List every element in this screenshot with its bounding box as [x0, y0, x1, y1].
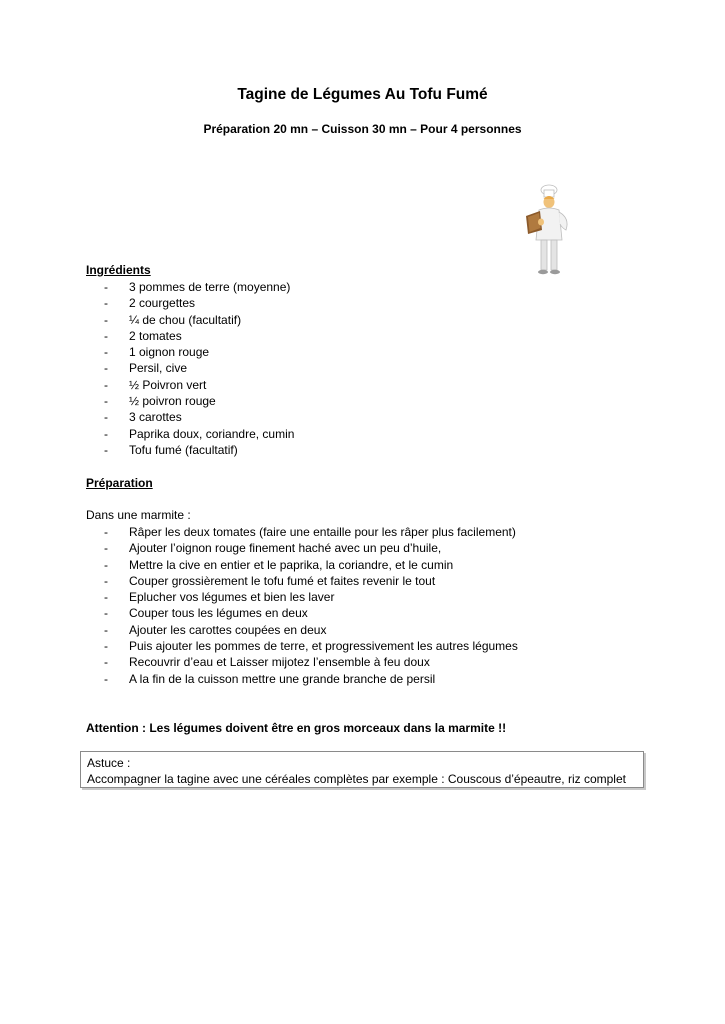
list-item: - Puis ajouter les pommes de terre, et progressivement les autres légumes [104, 639, 518, 654]
attention-note: Attention : Les légumes doivent être en gros morceaux dans la marmite !! [86, 721, 507, 735]
list-item: - 1 oignon rouge [104, 345, 210, 360]
list-item: - 2 tomates [104, 328, 182, 343]
list-item: - Couper grossièrement le tofu fumé et faites revenir le tout [104, 573, 436, 588]
list-item: - Couper tous les légumes en deux [104, 606, 308, 621]
tip-text: Accompagner la tagine avec une céréales complètes par exemple : Couscous d’épeautre, riz complet [87, 772, 626, 786]
ingredients-list [86, 279, 294, 458]
list-item: - Eplucher vos légumes et bien les laver [104, 590, 335, 605]
list-item: - 3 pommes de terre (moyenne) [104, 280, 291, 294]
list-item: - Persil, cive [104, 361, 188, 376]
recipe-subtitle: Préparation 20 mn – Cuisson 30 mn – Pour 4 personnes [203, 122, 522, 136]
list-item: - ¼ de chou (facultatif) [104, 312, 242, 327]
list-item: - Ajouter l’oignon rouge finement haché avec un peu d’huile, [104, 541, 442, 556]
preparation-heading: Préparation [86, 476, 153, 490]
list-item: - Paprika doux, coriandre, cumin [104, 426, 295, 441]
preparation-steps [86, 524, 518, 687]
list-item: - Recouvrir d’eau et Laisser mijotez l’ensemble à feu doux [104, 655, 430, 670]
preparation-intro: Dans une marmite : [86, 508, 191, 522]
list-item: - A la fin de la cuisson mettre une grande branche de persil [104, 671, 436, 686]
list-item: - 2 courgettes [104, 296, 196, 311]
ingredients-heading: Ingrédients [86, 263, 151, 277]
tip-label: Astuce : [87, 756, 131, 770]
list-item: - Tofu fumé (facultatif) [104, 442, 238, 457]
tip-box [80, 751, 644, 788]
list-item: - Râper les deux tomates (faire une entaille pour les râper plus facilement) [104, 525, 516, 539]
list-item: - 3 carottes [104, 410, 182, 425]
list-item: - ½ poivron rouge [104, 394, 216, 409]
recipe-title: Tagine de Légumes Au Tofu Fumé [237, 86, 488, 103]
list-item: - Ajouter les carottes coupées en deux [104, 622, 327, 637]
list-item: - ½ Poivron vert [104, 377, 207, 392]
list-item: - Mettre la cive en entier et le paprika, la coriandre, et le cumin [104, 557, 454, 572]
chef-reading-book-icon [522, 184, 588, 276]
